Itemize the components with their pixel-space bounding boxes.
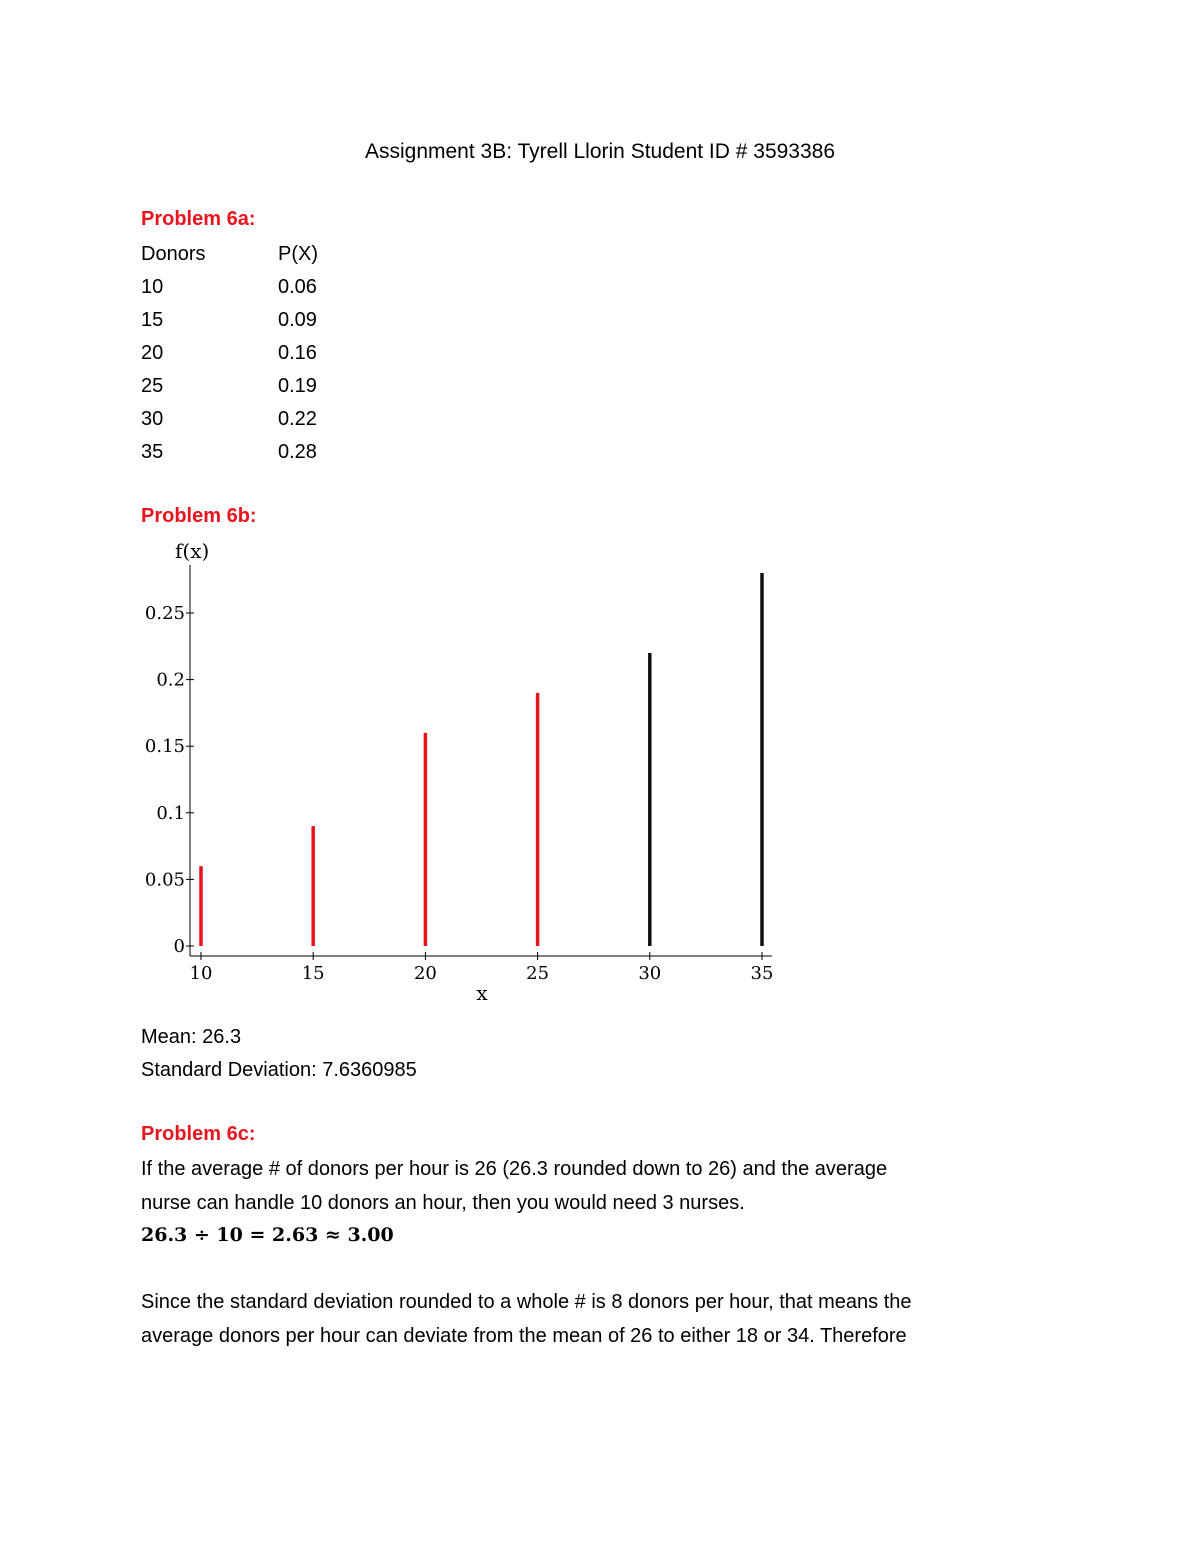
donors-cell: 35 [141,441,164,463]
donors-cell: 30 [141,408,164,430]
donors-cell: 10 [141,276,164,298]
y-tick-label: 0 [173,936,185,957]
y-axis-label: f(x) [175,539,210,563]
x-tick-label: 10 [189,963,213,984]
y-tick-label: 0.2 [156,669,185,691]
y-tick-label: 0.1 [156,802,185,824]
x-tick-label: 15 [301,963,325,984]
x-tick-label: 30 [638,963,662,984]
x-tick-label: 35 [750,963,774,984]
column-header-donors: Donors [141,243,206,265]
paragraph-line: If the average # of donors per hour is 26 (26.3 rounded down to 26) and the average [141,1158,888,1180]
problem-6c-heading: Problem 6c: [141,1123,256,1145]
probability-cell: 0.22 [278,408,317,430]
probability-cell: 0.28 [278,441,317,463]
probability-cell: 0.16 [278,342,317,364]
x-tick-label: 20 [413,963,437,984]
problem-6c-paragraph-2 [141,1285,1061,1353]
problem-6c-paragraph-1 [141,1152,1061,1220]
page-title: Assignment 3B: Tyrell Llorin Student ID # 3593386 [364,140,836,163]
y-tick-label: 0.25 [144,603,185,624]
probability-cell: 0.06 [278,276,317,298]
donors-cell: 20 [141,342,164,364]
problem-6b-heading: Problem 6b: [141,505,257,527]
probability-stem-chart [130,535,810,1015]
paragraph-line: nurse can handle 10 donors an hour, then you would need 3 nurses. [141,1192,745,1214]
problem-6a-heading: Problem 6a: [141,208,256,230]
probability-cell: 0.19 [278,375,317,397]
column-header-px: P(X) [278,243,318,265]
x-tick-label: 25 [526,963,550,984]
mean-text: Mean: 26.3 [141,1026,242,1048]
probability-cell: 0.09 [278,309,317,331]
y-tick-label: 0.15 [144,736,185,758]
paragraph-line: average donors per hour can deviate from the mean of 26 to either 18 or 34. Therefore [141,1325,907,1347]
std-dev-text: Standard Deviation: 7.6360985 [141,1059,417,1081]
y-tick-label: 0.05 [144,869,185,891]
paragraph-line: Since the standard deviation rounded to a whole # is 8 donors per hour, that means the [141,1291,912,1313]
donors-cell: 15 [141,309,164,331]
donors-cell: 25 [141,375,164,397]
division-equation: 26.3 ÷ 10 = 2.63 ≈ 3.00 [141,1224,394,1246]
x-axis-label: x [476,981,488,1005]
